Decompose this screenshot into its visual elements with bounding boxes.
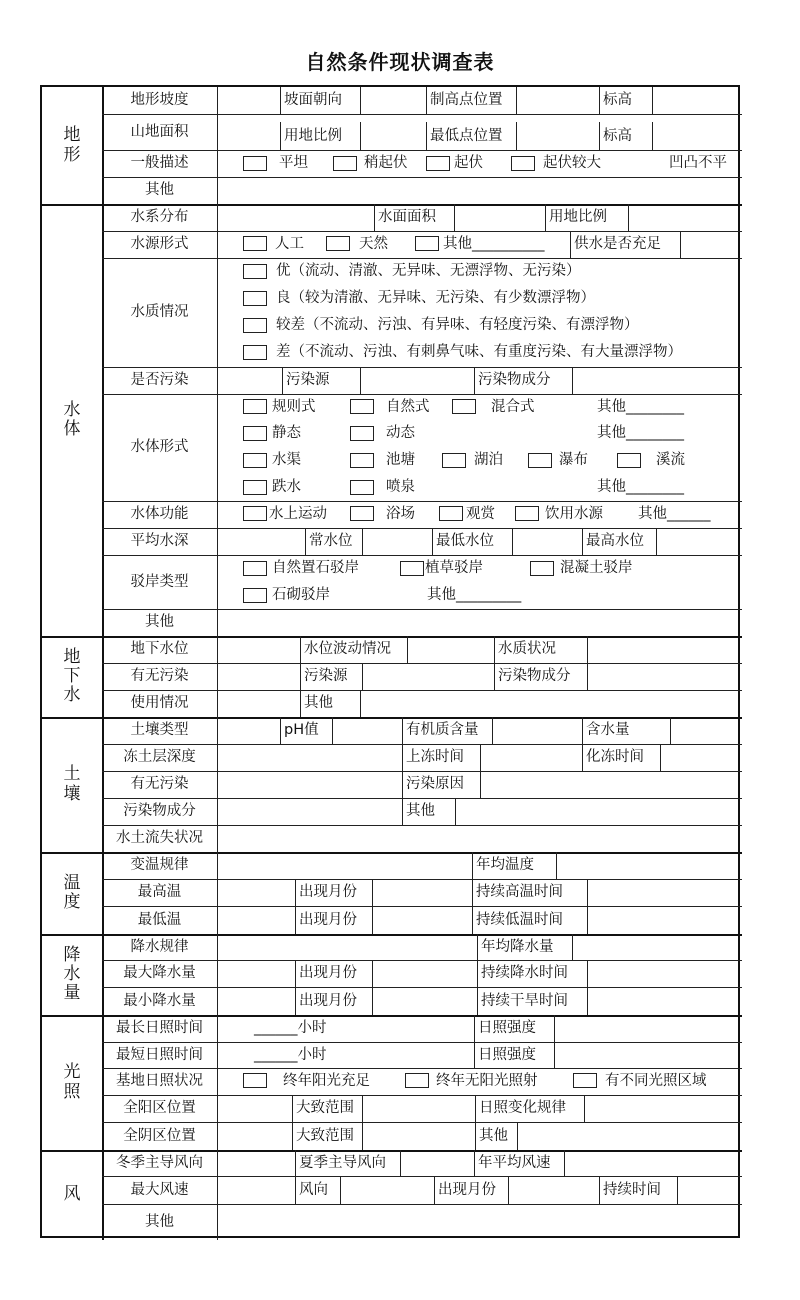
quality-q_poor-checkbox[interactable] (243, 318, 267, 333)
column-divider (570, 231, 571, 258)
column-divider (295, 879, 296, 906)
large-undulating-checkbox[interactable] (511, 156, 535, 171)
water-other-label: 其他 (145, 614, 174, 631)
column-divider (300, 690, 301, 717)
wind-other-label: 其他 (145, 1213, 174, 1230)
column-divider (426, 87, 427, 114)
column-divider (292, 1122, 293, 1150)
highest-level-label: 最高水位 (586, 533, 644, 550)
column-divider (372, 960, 373, 987)
slight-checkbox[interactable] (333, 156, 357, 171)
rain-duration-label: 持续降水时间 (481, 965, 568, 982)
temp-annual-label: 年均温度 (476, 857, 534, 874)
summer-wind-label: 夏季主导风向 (299, 1154, 386, 1171)
precip-annual-label: 年均降水量 (481, 938, 554, 955)
column-divider (372, 906, 373, 934)
natural-option: 天然 (359, 236, 388, 253)
static-option: 静态 (272, 425, 301, 442)
page-title: 自然条件现状调查表 (305, 50, 495, 74)
ph-label: pH值 (284, 722, 319, 739)
full-sun-option: 终年阳光充足 (283, 1073, 370, 1090)
column-divider (332, 717, 333, 744)
fountain-option: 喷泉 (386, 479, 415, 496)
column-divider (455, 798, 456, 825)
column-divider (402, 717, 403, 744)
slope-input[interactable] (219, 90, 279, 112)
precip-month2-label: 出现月份 (299, 992, 357, 1009)
column-divider (587, 960, 588, 987)
column-divider (480, 744, 481, 771)
pond-option: 池塘 (386, 452, 415, 469)
annual-wind-label: 年平均风速 (478, 1154, 551, 1171)
column-divider (360, 87, 361, 114)
function-label: 水体功能 (130, 506, 189, 523)
polluted-label: 是否污染 (130, 372, 189, 389)
column-divider (554, 1042, 555, 1068)
slope-label: 地形坡度 (130, 92, 189, 109)
gw-other-label: 其他 (304, 695, 333, 712)
sunlight-other-label: 其他 (479, 1127, 508, 1144)
varied-sun-option: 有不同光照区域 (605, 1073, 707, 1090)
hours1-field: ______小时 (254, 1020, 327, 1037)
column-divider (360, 122, 361, 150)
wind-duration-label: 持续时间 (603, 1181, 661, 1198)
column-divider (599, 1176, 600, 1204)
column-divider (362, 1122, 363, 1150)
hours2-field: ______小时 (254, 1046, 327, 1063)
waterfall-option: 瀑布 (559, 452, 588, 469)
column-divider (545, 204, 546, 231)
soil-type-label: 土壤类型 (130, 722, 189, 739)
section-water: 水 体 (63, 399, 81, 439)
temp-max-label: 最高温 (137, 884, 182, 901)
large-undulating-option: 起伏较大 (543, 155, 601, 172)
column-divider (295, 987, 296, 1015)
temp-min-label: 最低温 (137, 911, 182, 928)
column-divider (492, 717, 493, 744)
natural-checkbox[interactable] (326, 236, 350, 251)
soil-polluted-label: 有无污染 (130, 776, 189, 793)
regular-checkbox[interactable] (243, 399, 267, 414)
undulating-option: 起伏 (454, 155, 483, 172)
canal-option: 水渠 (272, 452, 301, 469)
column-divider (280, 87, 281, 114)
fountain-checkbox[interactable] (350, 480, 374, 495)
site-status-label: 基地日照状况 (116, 1073, 203, 1090)
column-divider (477, 934, 478, 960)
column-divider (340, 1176, 341, 1204)
supply-enough-label: 供水是否充足 (574, 236, 661, 253)
cascade-checkbox[interactable] (243, 480, 267, 495)
column-divider (474, 1042, 475, 1068)
gw-quality-label: 水质状况 (498, 641, 556, 658)
quality-q_bad-checkbox[interactable] (243, 345, 267, 360)
form-other-3: 其他________ (597, 479, 684, 496)
function-other: 其他______ (638, 506, 711, 523)
avg-depth-label: 平均水深 (130, 533, 189, 550)
column-divider (556, 852, 557, 879)
precip-pattern-label: 降水规律 (130, 938, 189, 955)
column-divider (432, 528, 433, 555)
column-divider (280, 717, 281, 744)
column-divider (584, 1095, 585, 1122)
dynamic-option: 动态 (386, 425, 415, 442)
artificial-checkbox[interactable] (243, 236, 267, 251)
column-divider (582, 744, 583, 771)
lowest-level-label: 最低水位 (436, 533, 494, 550)
masonry-bank-checkbox[interactable] (243, 588, 267, 603)
stream-checkbox[interactable] (617, 453, 641, 468)
full-sun-checkbox[interactable] (243, 1073, 267, 1088)
freeze-time-label: 上冻时间 (406, 749, 464, 766)
temp-month2-label: 出现月份 (299, 911, 357, 928)
column-divider (572, 367, 573, 394)
column-divider (628, 204, 629, 231)
sports-option: 水上运动 (269, 506, 327, 523)
range2-label: 大致范围 (296, 1127, 354, 1144)
natural-style-option: 自然式 (386, 399, 430, 416)
bath-option: 浴场 (386, 506, 415, 523)
section-soil: 土 壤 (63, 764, 81, 804)
precip-min-label: 最小降水量 (123, 992, 196, 1009)
column-divider (372, 987, 373, 1015)
mixed-option: 混合式 (491, 399, 535, 416)
stone-bank-checkbox[interactable] (243, 561, 267, 576)
column-divider (474, 1150, 475, 1176)
source-other-checkbox[interactable] (415, 236, 439, 251)
full-sun-area-label: 全阳区位置 (123, 1100, 196, 1117)
concrete-bank-option: 混凝土驳岸 (560, 560, 633, 577)
surface-area-label: 水面面积 (378, 209, 436, 226)
gw-pollutant-label: 污染物成分 (498, 668, 571, 685)
organic-label: 有机质含量 (406, 722, 479, 739)
column-divider (292, 1095, 293, 1122)
column-divider (516, 122, 517, 150)
winter-wind-label: 冬季主导风向 (116, 1154, 203, 1171)
column-divider (480, 771, 481, 798)
column-divider (407, 636, 408, 663)
temp-pattern-label: 变温规律 (130, 857, 189, 874)
column-divider (512, 528, 513, 555)
gw-usage-label: 使用情况 (130, 695, 189, 712)
form-label: 水体形式 (130, 439, 189, 456)
column-divider (402, 798, 403, 825)
gw-pollution-source-label: 污染源 (304, 668, 348, 685)
column-divider (670, 717, 671, 744)
flat-option: 平坦 (279, 155, 308, 172)
column-divider (599, 87, 600, 114)
pond-checkbox[interactable] (350, 453, 374, 468)
precip-max-label: 最大降水量 (123, 965, 196, 982)
grass-bank-option: 植草驳岸 (425, 560, 483, 577)
column-divider (475, 1095, 476, 1122)
uneven-option: 凹凸不平 (669, 155, 727, 172)
column-divider (300, 663, 301, 690)
column-divider (564, 1150, 565, 1176)
pollutant-label: 污染物成分 (478, 372, 551, 389)
column-divider (360, 367, 361, 394)
elevation-label-2: 标高 (603, 127, 632, 144)
drought-duration-label: 持续干旱时间 (481, 992, 568, 1009)
undulating-checkbox[interactable] (426, 156, 450, 171)
column-divider (680, 231, 681, 258)
artificial-option: 人工 (275, 236, 304, 253)
quality-q_bad-option: 差（不流动、污浊、有刺鼻气味、有重度污染、有大量漂浮物） (276, 344, 682, 361)
land-ratio-label: 用地比例 (284, 127, 342, 144)
cascade-option: 跌水 (272, 479, 301, 496)
temp-month1-label: 出现月份 (299, 884, 357, 901)
flat-checkbox[interactable] (243, 156, 267, 171)
gw-level-label: 地下水位 (130, 641, 189, 658)
high-duration-label: 持续高温时间 (476, 884, 563, 901)
column-divider (434, 1176, 435, 1204)
stream-option: 溪流 (656, 452, 685, 469)
column-divider (305, 528, 306, 555)
natural-style-checkbox[interactable] (350, 399, 374, 414)
dynamic-checkbox[interactable] (350, 426, 374, 441)
moisture-label: 含水量 (586, 722, 630, 739)
quality-label: 水质情况 (130, 304, 189, 321)
column-divider (454, 204, 455, 231)
longest-sun-label: 最长日照时间 (116, 1020, 203, 1037)
column-divider (572, 934, 573, 960)
erosion-label: 水土流失状况 (116, 830, 203, 847)
mixed-checkbox[interactable] (452, 399, 476, 414)
shortest-sun-label: 最短日照时间 (116, 1046, 203, 1063)
wind-month-label: 出现月份 (438, 1181, 496, 1198)
column-divider (295, 906, 296, 934)
water-land-ratio-label: 用地比例 (549, 209, 607, 226)
column-divider (362, 528, 363, 555)
quality-q_excellent-checkbox[interactable] (243, 264, 267, 279)
column-divider (656, 528, 657, 555)
section-precipitation: 降 水 量 (63, 944, 81, 1004)
form-other-2: 其他________ (597, 425, 684, 442)
column-divider (599, 122, 600, 150)
column-divider (494, 663, 495, 690)
gw-fluctuation-label: 水位波动情况 (304, 641, 391, 658)
general-desc-label: 一般描述 (130, 155, 189, 172)
max-wind-label: 最大风速 (130, 1181, 189, 1198)
masonry-bank-option: 石砌驳岸 (272, 587, 330, 604)
drink-checkbox[interactable] (515, 506, 539, 521)
column-divider (472, 852, 473, 879)
no-sun-option: 终年无阳光照射 (436, 1073, 538, 1090)
slight-option: 稍起伏 (364, 155, 408, 172)
canal-checkbox[interactable] (243, 453, 267, 468)
static-checkbox[interactable] (243, 426, 267, 441)
regular-option: 规则式 (272, 399, 316, 416)
column-divider (587, 906, 588, 934)
column-divider (587, 663, 588, 690)
column-divider (362, 1095, 363, 1122)
section-wind: 风 (63, 1184, 81, 1205)
column-divider (508, 1176, 509, 1204)
view-checkbox[interactable] (439, 506, 463, 521)
lake-option: 湖泊 (474, 452, 503, 469)
section-terrain: 地 形 (63, 125, 81, 165)
intensity1-label: 日照强度 (478, 1020, 536, 1037)
section-sunlight: 光 照 (63, 1062, 81, 1102)
pollution-source-label: 污染源 (286, 372, 330, 389)
column-divider (582, 717, 583, 744)
drink-option: 饮用水源 (545, 506, 603, 523)
column-divider (360, 690, 361, 717)
column-divider (587, 879, 588, 906)
column-divider (402, 771, 403, 798)
quality-q_poor-option: 较差（不流动、污浊、有异味、有轻度污染、有漂浮物） (276, 317, 639, 334)
column-divider (400, 1150, 401, 1176)
no-sun-checkbox[interactable] (405, 1073, 429, 1088)
column-divider (475, 1122, 476, 1150)
column-divider (582, 528, 583, 555)
column-divider (660, 744, 661, 771)
waterfall-checkbox[interactable] (528, 453, 552, 468)
varied-sun-checkbox[interactable] (573, 1073, 597, 1088)
column-divider (372, 879, 373, 906)
soil-other-label: 其他 (406, 803, 435, 820)
column-divider (426, 122, 427, 150)
section-groundwater: 地 下 水 (63, 646, 81, 706)
distribution-label: 水系分布 (130, 209, 189, 226)
bath-checkbox[interactable] (350, 506, 374, 521)
gw-polluted-label: 有无污染 (130, 668, 189, 685)
elevation-label: 标高 (603, 92, 632, 109)
view-option: 观赏 (466, 506, 495, 523)
concrete-bank-checkbox[interactable] (530, 561, 554, 576)
low-duration-label: 持续低温时间 (476, 911, 563, 928)
highest-point-label: 制高点位置 (430, 92, 503, 109)
lake-checkbox[interactable] (442, 453, 466, 468)
quality-q_excellent-option: 优（流动、清澈、无异味、无漂浮物、无污染） (276, 263, 581, 280)
intensity2-label: 日照强度 (478, 1046, 536, 1063)
column-divider (374, 204, 375, 231)
normal-level-label: 常水位 (309, 533, 353, 550)
column-divider (474, 1015, 475, 1042)
column-divider (300, 636, 301, 663)
mountain-area-label: 山地面积 (130, 123, 189, 140)
column-divider (472, 906, 473, 934)
column-divider (402, 744, 403, 771)
column-divider (652, 122, 653, 150)
soil-pollutant-label: 污染物成分 (123, 803, 196, 820)
grass-bank-checkbox[interactable] (400, 561, 424, 576)
column-divider (517, 1122, 518, 1150)
column-divider (554, 1015, 555, 1042)
quality-q_good-checkbox[interactable] (243, 291, 267, 306)
source-form-label: 水源形式 (130, 236, 189, 253)
frozen-depth-label: 冻土层深度 (123, 749, 196, 766)
bank-type-label: 驳岸类型 (130, 573, 189, 590)
wind-direction-label: 风向 (299, 1181, 328, 1198)
bank-other-option: 其他_________ (427, 587, 522, 604)
column-divider (362, 663, 363, 690)
column-divider (477, 987, 478, 1015)
quality-q_good-option: 良（较为清澈、无异味、无污染、有少数漂浮物） (276, 290, 595, 307)
column-divider (282, 367, 283, 394)
survey-table (40, 85, 740, 1238)
column-divider (295, 1150, 296, 1176)
column-divider (587, 987, 588, 1015)
sports-checkbox[interactable] (243, 506, 267, 521)
terrain-other-label: 其他 (145, 182, 174, 199)
source-other-option: 其他__________ (443, 236, 545, 253)
column-divider (280, 122, 281, 150)
column-divider (295, 960, 296, 987)
stone-bank-option: 自然置石驳岸 (272, 560, 359, 577)
form-other-1: 其他________ (597, 399, 684, 416)
column-divider (494, 636, 495, 663)
range1-label: 大致范围 (296, 1100, 354, 1117)
column-divider (477, 960, 478, 987)
precip-month1-label: 出现月份 (299, 965, 357, 982)
column-divider (587, 636, 588, 663)
column-divider (516, 87, 517, 114)
thaw-time-label: 化冻时间 (586, 749, 644, 766)
change-pattern-label: 日照变化规律 (479, 1100, 566, 1117)
column-divider (474, 367, 475, 394)
column-divider (472, 879, 473, 906)
full-shade-area-label: 全阴区位置 (123, 1127, 196, 1144)
section-temperature: 温 度 (63, 872, 81, 912)
lowest-point-label: 最低点位置 (430, 127, 503, 144)
column-divider (652, 87, 653, 114)
column-divider (677, 1176, 678, 1204)
pollution-cause-label: 污染原因 (406, 776, 464, 793)
column-divider (295, 1176, 296, 1204)
aspect-label: 坡面朝向 (284, 92, 342, 109)
